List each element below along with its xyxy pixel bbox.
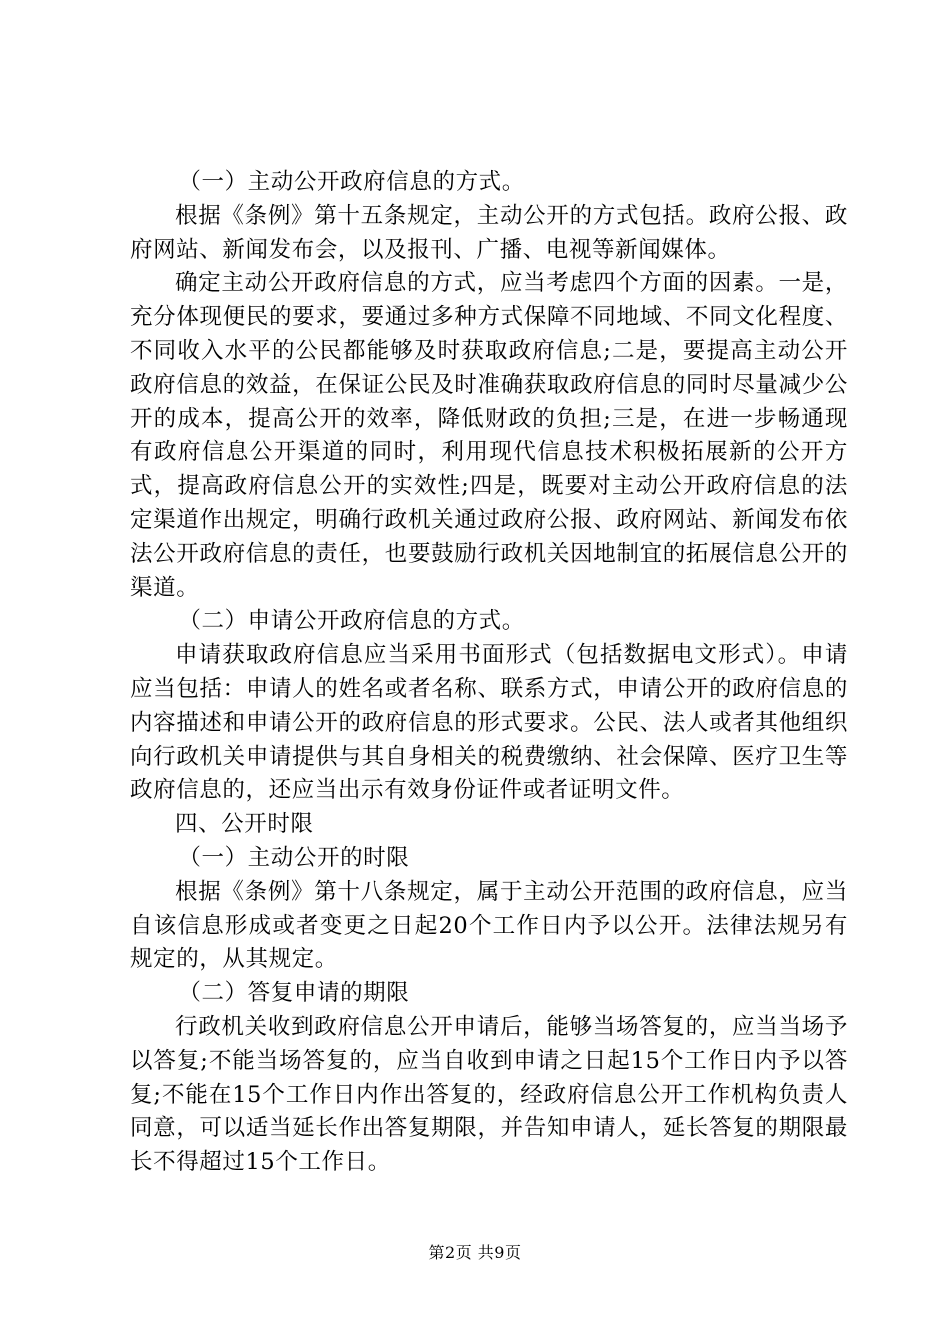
- paragraph-four-factors: 确定主动公开政府信息的方式，应当考虑四个方面的因素。一是，充分体现便民的要求，要通过多种方式保障不同地域、不同文化程度、不同收入水平的公民都能够及时获取政府信息;二是，要提高主动公开政府信息的效益，在保证公民及时准确获取政府信息的同时尽量减少公开的成本，提高公开的效率，降低财政的负担;三是，在进一步畅通现有政府信息公开渠道的同时，利用现代信息技术积极拓展新的公开方式，提高政府信息公开的实效性;四是，既要对主动公开政府信息的法定渠道作出规定，明确行政机关通过政府公报、政府网站、新闻发布依法公开政府信息的责任，也要鼓励行政机关因地制宜的拓展信息公开的渠道。: [130, 270, 848, 601]
- page-number-footer: 第2页 共9页: [428, 1243, 522, 1262]
- paragraph-reply-deadline-details: 行政机关收到政府信息公开申请后，能够当场答复的，应当当场予以答复;不能当场答复的，应当自收到申请之日起15个工作日内予以答复;不能在15个工作日内作出答复的，经政府信息公开工作机构负责人同意，可以适当延长作出答复期限，并告知申请人，延长答复的期限最长不得超过15个工作日。: [130, 1013, 848, 1176]
- document-body: [130, 166, 848, 1180]
- paragraph-application-requirements: 申请获取政府信息应当采用书面形式（包括数据电文形式）。申请应当包括：申请人的姓名或者名称、联系方式，申请公开的政府信息的内容描述和申请公开的政府信息的形式要求。公民、法人或者其他组织向行政机关申请提供与其自身相关的税费缴纳、社会保障、医疗卫生等政府信息的，还应当出示有效身份证件或者证明文件。: [130, 642, 848, 804]
- section-heading-reply-deadline: （二）答复申请的期限: [178, 980, 410, 1007]
- section-heading-active-disclosure-time-limit: （一）主动公开的时限: [178, 844, 410, 871]
- section-heading-active-disclosure-methods: （一）主动公开政府信息的方式。: [178, 169, 525, 195]
- section-heading-application-methods: （二）申请公开政府信息的方式。: [178, 608, 525, 635]
- paragraph-regulation-article-15: 根据《条例》第十五条规定，主动公开的方式包括。政府公报、政府网站、新闻发布会，以及报刊、广播、电视等新闻媒体。: [130, 202, 848, 263]
- section-heading-disclosure-time-limits: 四、公开时限: [175, 811, 314, 838]
- paragraph-regulation-article-18: 根据《条例》第十八条规定，属于主动公开范围的政府信息，应当自该信息形成或者变更之日起20个工作日内予以公开。法律法规另有规定的，从其规定。: [130, 878, 848, 973]
